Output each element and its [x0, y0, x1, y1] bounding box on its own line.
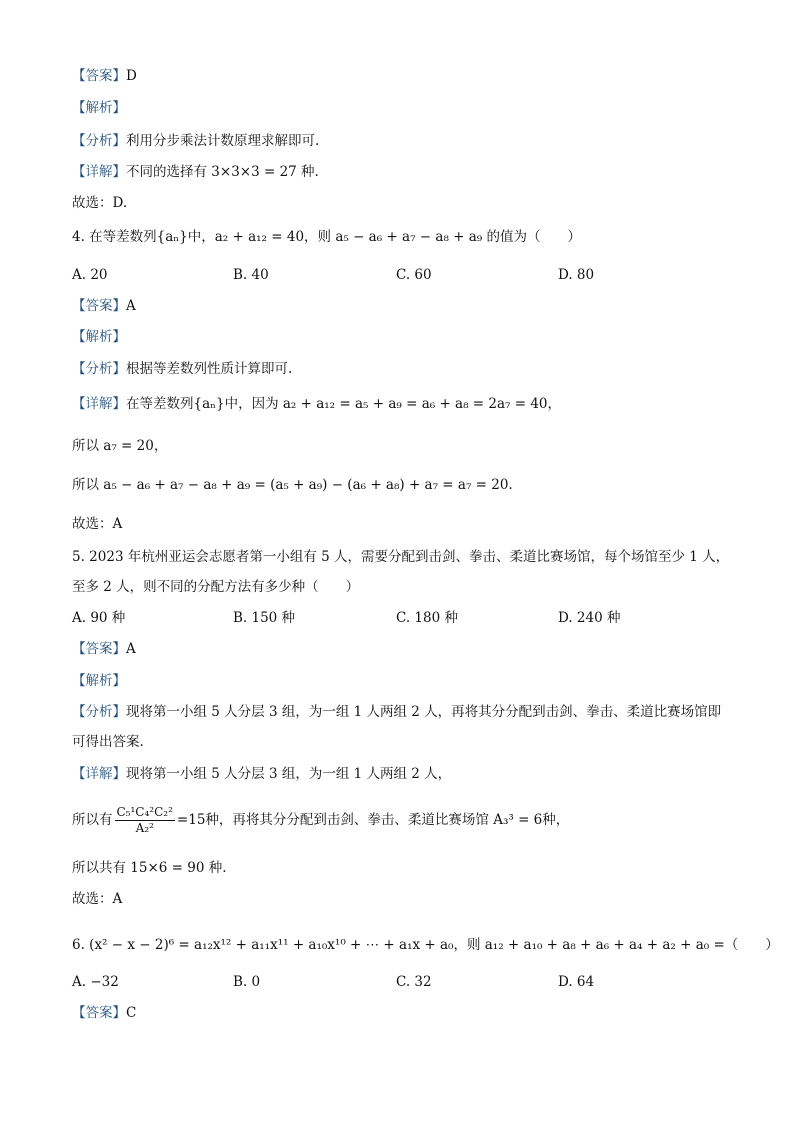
q4-xiangjie-line — [72, 394, 561, 414]
answer-tag: 【答案】 — [72, 298, 126, 314]
q5-option-b: B. 150 种 — [233, 610, 296, 626]
q3-conclusion: 故选：D. — [72, 195, 128, 211]
answer-value: A — [126, 641, 136, 657]
q4-option-c: C. 60 — [396, 267, 432, 283]
answer-value: D — [126, 68, 137, 84]
fenxi-tag: 【分析】 — [72, 133, 126, 149]
q5-fenxi-line-2: 可得出答案. — [72, 734, 144, 750]
q6-stem: 6. (x² − x − 2)⁶ = a₁₂x¹² + a₁₁x¹¹ + a₁₀x¹⁰ + ⋯ + a₁x + a₀，则 a₁₂ + a₁₀ + a₈ + a₆ + a₄ + a₂ + a₀ =（ ） — [72, 937, 779, 953]
q5-fenxi-line-1 — [72, 702, 721, 722]
answer-tag: 【答案】 — [72, 1005, 126, 1021]
q5-step-3: 所以共有 15×6 = 90 种. — [72, 860, 227, 876]
q4-stem: 4. 在等差数列{aₙ}中，a₂ + a₁₂ = 40，则 a₅ − a₆ + a₇ − a₈ + a₉ 的值为（ ） — [72, 229, 581, 245]
fenxi-text: 利用分步乘法计数原理求解即可. — [126, 133, 320, 149]
q5-option-a: A. 90 种 — [72, 610, 126, 626]
q5-step-2 — [72, 800, 569, 840]
q6-option-a: A. −32 — [72, 974, 119, 990]
fraction-denominator: A₂² — [135, 821, 154, 835]
q5-xiangjie-line — [72, 764, 451, 784]
q3-fenxi-line — [72, 131, 319, 151]
analysis-tag: 【解析】 — [72, 100, 126, 116]
xiangjie-text: 在等差数列{aₙ}中，因为 a₂ + a₁₂ = a₅ + a₉ = a₆ + a₈ = 2a₇ = 40， — [126, 396, 562, 412]
xiangjie-text: 现将第一小组 5 人分层 3 组，为一组 1 人两组 2 人， — [126, 766, 452, 782]
xiangjie-tag: 【详解】 — [72, 396, 126, 412]
q4-step-3: 所以 a₅ − a₆ + a₇ − a₈ + a₉ = (a₅ + a₉) − (a₆ + a₈) + a₇ = a₇ = 20. — [72, 477, 513, 493]
q4-conclusion: 故选：A — [72, 516, 123, 532]
q4-option-b: B. 40 — [233, 267, 269, 283]
q3-analysis-line — [72, 98, 126, 118]
q6-option-c: C. 32 — [396, 974, 432, 990]
q4-analysis-line — [72, 327, 126, 347]
q5-stem-line-2: 至多 2 人，则不同的分配方法有多少种（ ） — [72, 579, 360, 595]
fenxi-tag: 【分析】 — [72, 361, 126, 377]
xiangjie-tag: 【详解】 — [72, 164, 126, 180]
q4-option-d: D. 80 — [558, 267, 595, 283]
xiangjie-tag: 【详解】 — [72, 766, 126, 782]
q5-analysis-line — [72, 671, 126, 691]
xiangjie-text: 不同的选择有 3×3×3 = 27 种. — [126, 164, 319, 180]
fenxi-text: 现将第一小组 5 人分层 3 组，为一组 1 人两组 2 人，再将其分分配到击剑、拳击、柔道比赛场馆即 — [126, 704, 722, 720]
step-suffix: =15种，再将其分分配到击剑、拳击、柔道比赛场馆 A₃³ = 6种， — [176, 812, 570, 828]
answer-tag: 【答案】 — [72, 68, 126, 84]
q6-answer-line — [72, 1003, 136, 1023]
q5-option-c: C. 180 种 — [396, 610, 458, 626]
step-prefix: 所以有 — [72, 812, 113, 828]
q6-option-b: B. 0 — [233, 974, 261, 990]
q4-fenxi-line — [72, 359, 292, 379]
analysis-tag: 【解析】 — [72, 673, 126, 689]
answer-value: C — [126, 1005, 137, 1021]
q5-option-d: D. 240 种 — [558, 610, 621, 626]
combination-fraction — [115, 805, 175, 836]
q5-conclusion: 故选：A — [72, 891, 123, 907]
analysis-tag: 【解析】 — [72, 329, 126, 345]
answer-value: A — [126, 298, 136, 314]
q4-step-2: 所以 a₇ = 20， — [72, 438, 168, 454]
q4-answer-line — [72, 296, 136, 316]
q3-xiangjie-line — [72, 162, 319, 182]
q6-option-d: D. 64 — [558, 974, 595, 990]
q5-answer-line — [72, 639, 136, 659]
fenxi-tag: 【分析】 — [72, 704, 126, 720]
fenxi-text: 根据等差数列性质计算即可. — [126, 361, 293, 377]
fraction-numerator: C₅¹C₄²C₂² — [116, 805, 173, 819]
answer-tag: 【答案】 — [72, 641, 126, 657]
q5-stem-line-1: 5. 2023 年杭州亚运会志愿者第一小组有 5 人，需要分配到击剑、拳击、柔道比赛场馆，每个场馆至少 1 人， — [72, 549, 730, 565]
q3-answer-line — [72, 66, 137, 86]
q4-option-a: A. 20 — [72, 267, 108, 283]
